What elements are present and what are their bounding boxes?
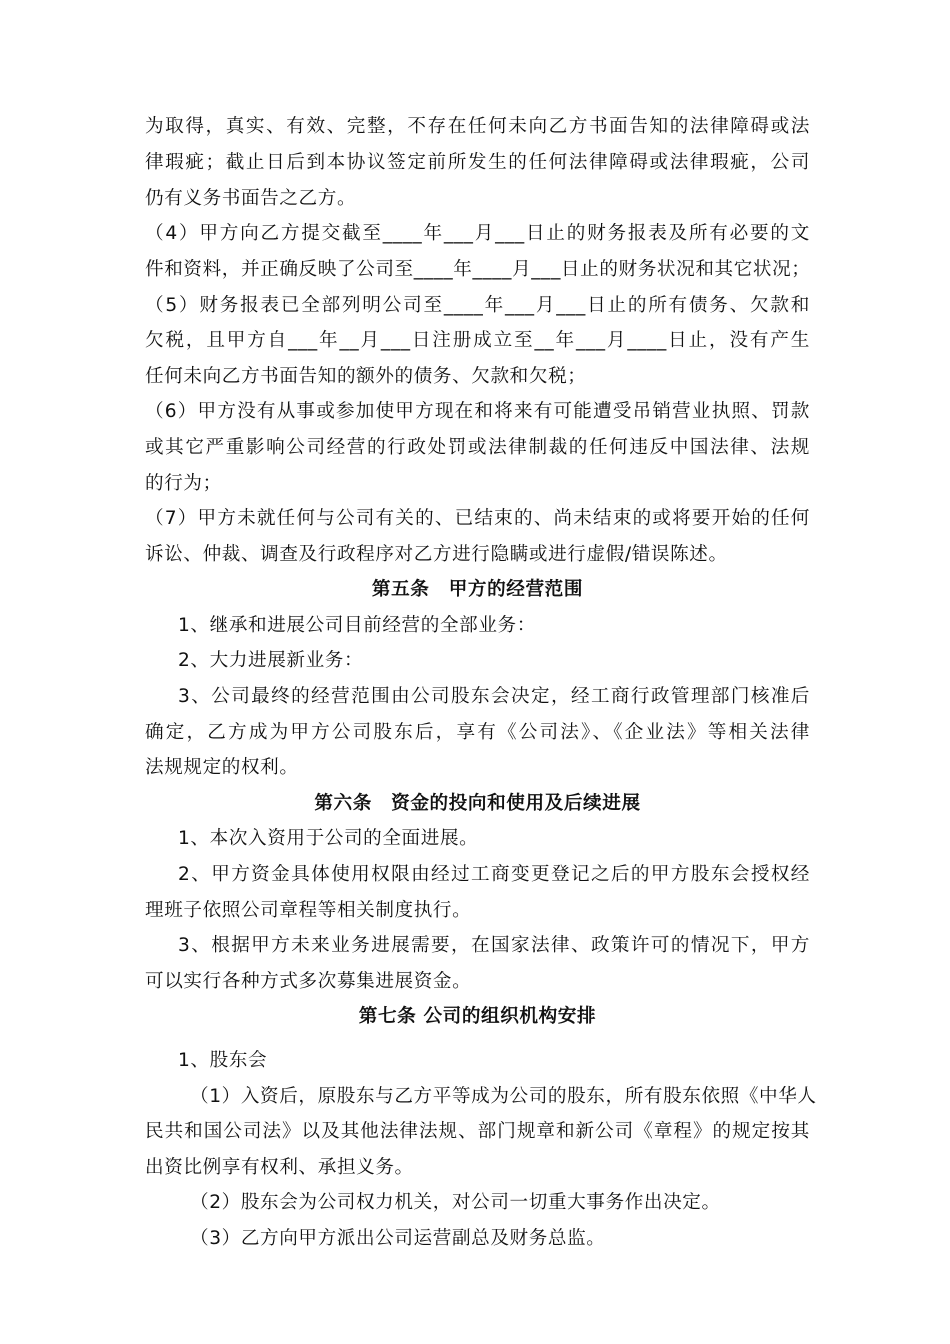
sub-item: （2）股东会为公司权力机关，对公司一切重大事务作出决定。: [190, 1192, 721, 1213]
list-item: 1、股东会: [178, 1050, 268, 1071]
sub-item: （3）乙方向甲方派出公司运营副总及财务总监。: [190, 1228, 606, 1249]
clause-6-line: 的行为；: [145, 473, 222, 494]
list-item: 1、继承和进展公司目前经营的全部业务：: [178, 615, 536, 636]
paragraph-line: 法规规定的权利。: [145, 757, 299, 778]
list-item: 3、公司最终的经营范围由公司股东会决定，经工商行政管理部门核准后: [178, 686, 810, 707]
clause-7-line: （7）甲方未就任何与公司有关的、已结束的、尚未结束的或将要开始的任何: [145, 508, 810, 529]
paragraph-line: 可以实行各种方式多次募集进展资金。: [145, 971, 472, 992]
clause-4-line: （4）甲方向乙方提交截至____年___月___日止的财务报表及所有必要的文: [145, 223, 810, 244]
clause-4-line: 件和资料，并正确反映了公司至____年____月___日止的财务状况和其它状况；: [145, 259, 811, 280]
list-item: 3、根据甲方未来业务进展需要，在国家法律、政策许可的情况下，甲方: [178, 935, 810, 956]
paragraph-line: 理班子依照公司章程等相关制度执行。: [145, 900, 472, 921]
paragraph-line: 为取得，真实、有效、完整，不存在任何未向乙方书面告知的法律障碍或法: [145, 116, 810, 137]
clause-5-line: 任何未向乙方书面告知的额外的债务、欠款和欠税；: [145, 366, 587, 387]
paragraph-line: 民共和国公司法》以及其他法律法规、部门规章和新公司《章程》的规定按其: [145, 1121, 810, 1142]
paragraph-line: 确定，乙方成为甲方公司股东后，享有《公司法》、《企业法》等相关法律: [145, 722, 810, 743]
paragraph-line: 律瑕疵；截止日后到本协议签定前所发生的任何法律障碍或法律瑕疵，公司: [145, 152, 810, 173]
list-item: 2、甲方资金具体使用权限由经过工商变更登记之后的甲方股东会授权经: [178, 864, 810, 885]
list-item: 2、大力进展新业务：: [178, 650, 364, 671]
sub-item: （1）入资后，原股东与乙方平等成为公司的股东，所有股东依照《中华人: [190, 1086, 817, 1107]
section-heading-article-6: 第六条 资金的投向和使用及后续进展: [314, 793, 641, 814]
paragraph-line: 仍有义务书面告之乙方。: [145, 188, 357, 209]
clause-5-line: （5）财务报表已全部列明公司至____年___月___日止的所有债务、欠款和: [145, 295, 810, 316]
clause-6-line: （6）甲方没有从事或参加使甲方现在和将来有可能遭受吊销营业执照、罚款: [145, 401, 810, 422]
clause-6-line: 或其它严重影响公司经营的行政处罚或法律制裁的任何违反中国法律、法规: [145, 437, 810, 458]
clause-7-line: 诉讼、仲裁、调查及行政程序对乙方进行隐瞒或进行虚假/错误陈述。: [145, 544, 728, 565]
section-heading-article-7: 第七条 公司的组织机构安排: [358, 1006, 597, 1027]
list-item: 1、本次入资用于公司的全面进展。: [178, 828, 479, 849]
clause-5-line: 欠税，且甲方自___年__月___日注册成立至__年___月____日止，没有产生: [145, 330, 810, 351]
section-heading-article-5: 第五条 甲方的经营范围: [371, 579, 584, 600]
paragraph-line: 出资比例享有权利、承担义务。: [145, 1157, 414, 1178]
